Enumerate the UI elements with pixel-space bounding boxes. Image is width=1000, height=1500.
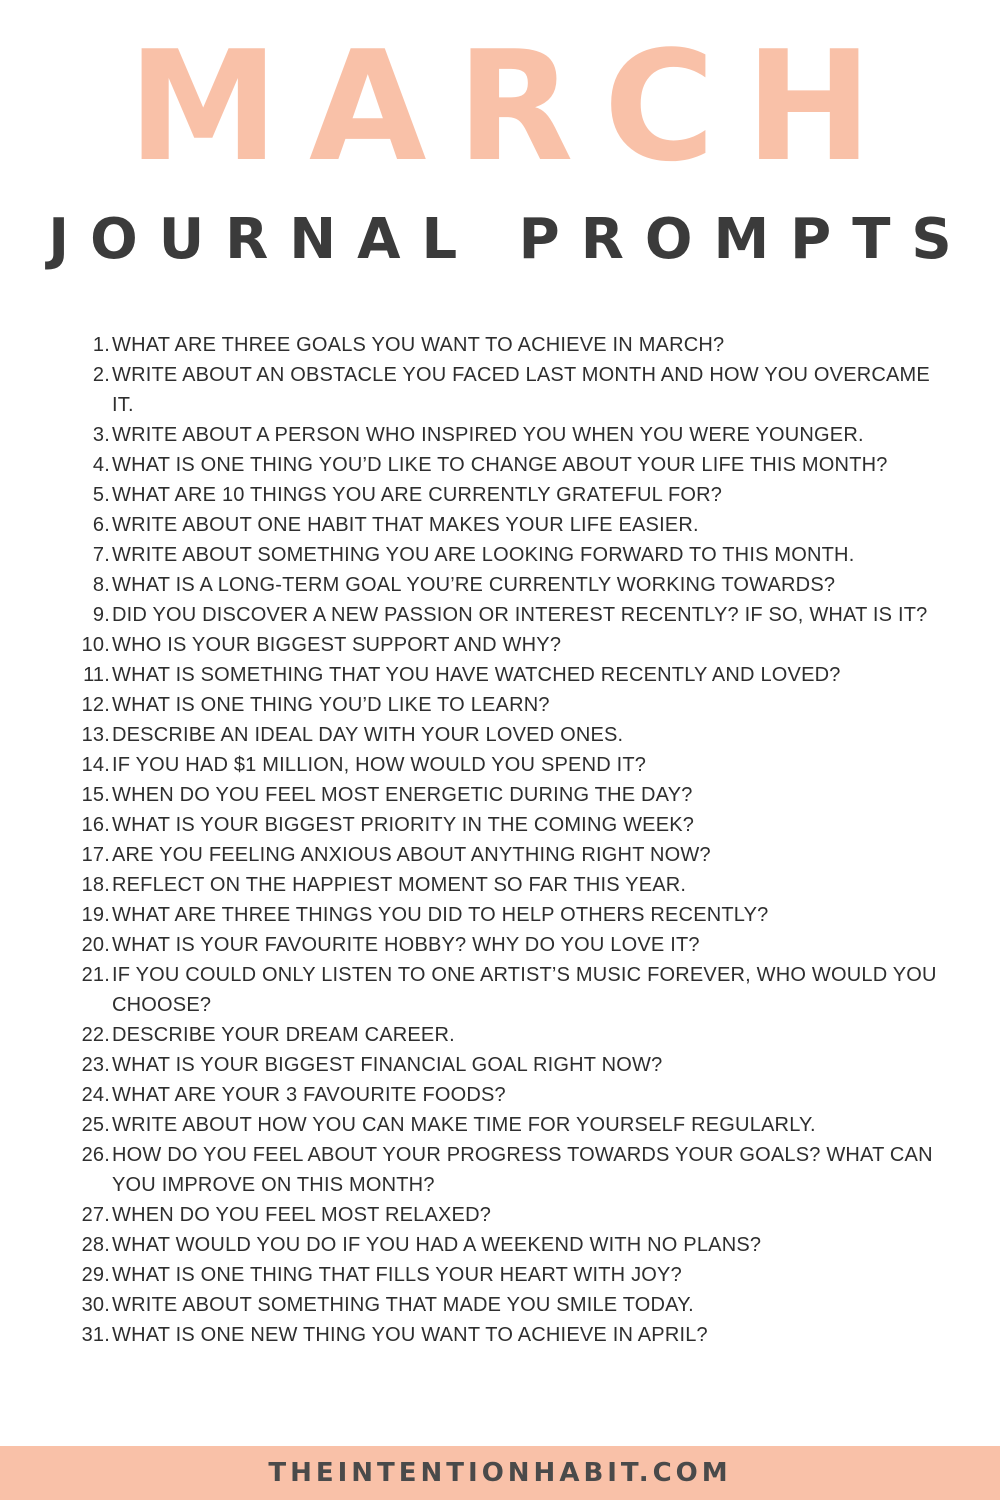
prompt-item: [70, 1110, 950, 1140]
prompt-text: IF YOU HAD $1 MILLION, HOW WOULD YOU SPEND IT?: [112, 754, 647, 776]
footer-website: THEINTENTIONHABIT.COM: [268, 1458, 732, 1488]
prompt-item: [70, 1230, 950, 1260]
prompt-item: [70, 780, 950, 810]
prompt-number: 30.: [81, 1294, 110, 1316]
prompt-item: [70, 360, 950, 420]
prompt-text: WHAT IS A LONG-TERM GOAL YOU’RE CURRENTLY WORKING TOWARDS?: [112, 574, 836, 596]
prompt-number: 23.: [81, 1054, 110, 1076]
prompt-item: [70, 930, 950, 960]
prompt-text: DESCRIBE YOUR DREAM CAREER.: [112, 1024, 455, 1046]
prompt-number: 10.: [81, 634, 110, 656]
prompt-number: 15.: [81, 784, 110, 806]
prompt-item: [70, 720, 950, 750]
prompt-item: [70, 810, 950, 840]
prompt-number: 25.: [81, 1114, 110, 1136]
prompt-item: [70, 1020, 950, 1050]
prompt-item: [70, 1260, 950, 1290]
prompt-number: 8.: [92, 574, 110, 596]
prompt-text: WHAT IS YOUR BIGGEST PRIORITY IN THE COMING WEEK?: [112, 814, 695, 836]
prompt-number: 18.: [81, 874, 110, 896]
prompt-number: 26.: [81, 1144, 110, 1166]
prompt-text: WRITE ABOUT A PERSON WHO INSPIRED YOU WHEN YOU WERE YOUNGER.: [112, 424, 864, 446]
prompt-number: 4.: [92, 454, 110, 476]
prompt-number: 21.: [81, 964, 110, 986]
prompt-number: 14.: [81, 754, 110, 776]
prompt-item: [70, 690, 950, 720]
prompt-text: WHAT IS YOUR FAVOURITE HOBBY? WHY DO YOU LOVE IT?: [112, 934, 700, 956]
prompt-item: [70, 510, 950, 540]
prompt-text: WHAT ARE 10 THINGS YOU ARE CURRENTLY GRATEFUL FOR?: [112, 484, 723, 506]
prompt-text: REFLECT ON THE HAPPIEST MOMENT SO FAR THIS YEAR.: [112, 874, 687, 896]
prompt-number: 3.: [92, 424, 110, 446]
prompt-item: [70, 600, 950, 630]
prompt-number: 27.: [81, 1204, 110, 1226]
prompt-text: WHAT WOULD YOU DO IF YOU HAD A WEEKEND WITH NO PLANS?: [112, 1234, 762, 1256]
prompt-text: WHAT IS ONE THING YOU’D LIKE TO CHANGE ABOUT YOUR LIFE THIS MONTH?: [112, 454, 888, 476]
prompt-item: [70, 750, 950, 780]
prompt-item: [70, 570, 950, 600]
prompt-item: [70, 840, 950, 870]
footer-band: [0, 1446, 1000, 1500]
prompt-text: DESCRIBE AN IDEAL DAY WITH YOUR LOVED ONES.: [112, 724, 624, 746]
prompt-text: WHAT IS ONE NEW THING YOU WANT TO ACHIEVE IN APRIL?: [112, 1324, 708, 1346]
prompt-text: WHAT ARE THREE THINGS YOU DID TO HELP OTHERS RECENTLY?: [112, 904, 769, 926]
prompt-number: 17.: [81, 844, 110, 866]
prompt-item: [70, 420, 950, 450]
prompt-item: [70, 1080, 950, 1110]
prompt-text: WHAT ARE THREE GOALS YOU WANT TO ACHIEVE IN MARCH?: [112, 334, 725, 356]
prompt-item: [70, 1050, 950, 1080]
prompt-number: 29.: [81, 1264, 110, 1286]
prompt-item: [70, 1200, 950, 1230]
prompt-number: 22.: [81, 1024, 110, 1046]
prompt-number: 19.: [81, 904, 110, 926]
prompt-number: 31.: [81, 1324, 110, 1346]
prompt-number: 16.: [81, 814, 110, 836]
prompt-number: 9.: [92, 604, 110, 626]
prompt-number: 2.: [92, 364, 110, 386]
prompt-text: WHEN DO YOU FEEL MOST ENERGETIC DURING THE DAY?: [112, 784, 693, 806]
page-title: MARCH: [127, 18, 903, 195]
prompt-text: IF YOU COULD ONLY LISTEN TO ONE ARTIST’S MUSIC FOREVER, WHO WOULD YOU CHOOSE?: [112, 964, 937, 1016]
prompt-text: WHAT IS YOUR BIGGEST FINANCIAL GOAL RIGHT NOW?: [112, 1054, 663, 1076]
prompt-text: WRITE ABOUT SOMETHING YOU ARE LOOKING FORWARD TO THIS MONTH.: [112, 544, 855, 566]
prompt-item: [70, 330, 950, 360]
prompt-number: 1.: [92, 334, 110, 356]
prompt-text: WHAT IS ONE THING YOU’D LIKE TO LEARN?: [112, 694, 550, 716]
prompt-number: 5.: [92, 484, 110, 506]
prompt-number: 7.: [92, 544, 110, 566]
prompt-number: 24.: [81, 1084, 110, 1106]
prompt-number: 28.: [81, 1234, 110, 1256]
prompt-text: WHEN DO YOU FEEL MOST RELAXED?: [112, 1204, 492, 1226]
prompt-list: [70, 330, 950, 1350]
prompt-number: 6.: [92, 514, 110, 536]
prompt-text: WHAT IS SOMETHING THAT YOU HAVE WATCHED RECENTLY AND LOVED?: [112, 664, 841, 686]
prompt-item: [70, 1140, 950, 1200]
prompt-item: [70, 870, 950, 900]
prompt-text: WRITE ABOUT HOW YOU CAN MAKE TIME FOR YOURSELF REGULARLY.: [112, 1114, 816, 1136]
prompt-number: 11.: [83, 664, 110, 686]
prompt-text: DID YOU DISCOVER A NEW PASSION OR INTEREST RECENTLY? IF SO, WHAT IS IT?: [112, 604, 928, 626]
page-subtitle: JOURNAL PROMPTS: [48, 207, 973, 272]
prompt-item: [70, 540, 950, 570]
prompt-item: [70, 960, 950, 1020]
prompt-item: [70, 1290, 950, 1320]
prompt-text: WHO IS YOUR BIGGEST SUPPORT AND WHY?: [112, 634, 562, 656]
prompt-item: [70, 450, 950, 480]
prompt-text: WRITE ABOUT AN OBSTACLE YOU FACED LAST MONTH AND HOW YOU OVERCAME IT.: [112, 364, 930, 416]
prompt-text: WHAT IS ONE THING THAT FILLS YOUR HEART WITH JOY?: [112, 1264, 682, 1286]
prompt-text: WHAT ARE YOUR 3 FAVOURITE FOODS?: [112, 1084, 506, 1106]
prompt-item: [70, 1320, 950, 1350]
prompt-text: WRITE ABOUT SOMETHING THAT MADE YOU SMILE TODAY.: [112, 1294, 694, 1316]
prompt-number: 12.: [81, 694, 110, 716]
prompt-number: 13.: [81, 724, 110, 746]
prompt-text: ARE YOU FEELING ANXIOUS ABOUT ANYTHING RIGHT NOW?: [112, 844, 711, 866]
prompt-item: [70, 660, 950, 690]
prompt-item: [70, 900, 950, 930]
prompt-text: WRITE ABOUT ONE HABIT THAT MAKES YOUR LIFE EASIER.: [112, 514, 699, 536]
prompt-text: HOW DO YOU FEEL ABOUT YOUR PROGRESS TOWARDS YOUR GOALS? WHAT CAN YOU IMPROVE ON THIS MONTH?: [112, 1144, 933, 1196]
prompt-item: [70, 480, 950, 510]
prompt-number: 20.: [81, 934, 110, 956]
prompt-item: [70, 630, 950, 660]
